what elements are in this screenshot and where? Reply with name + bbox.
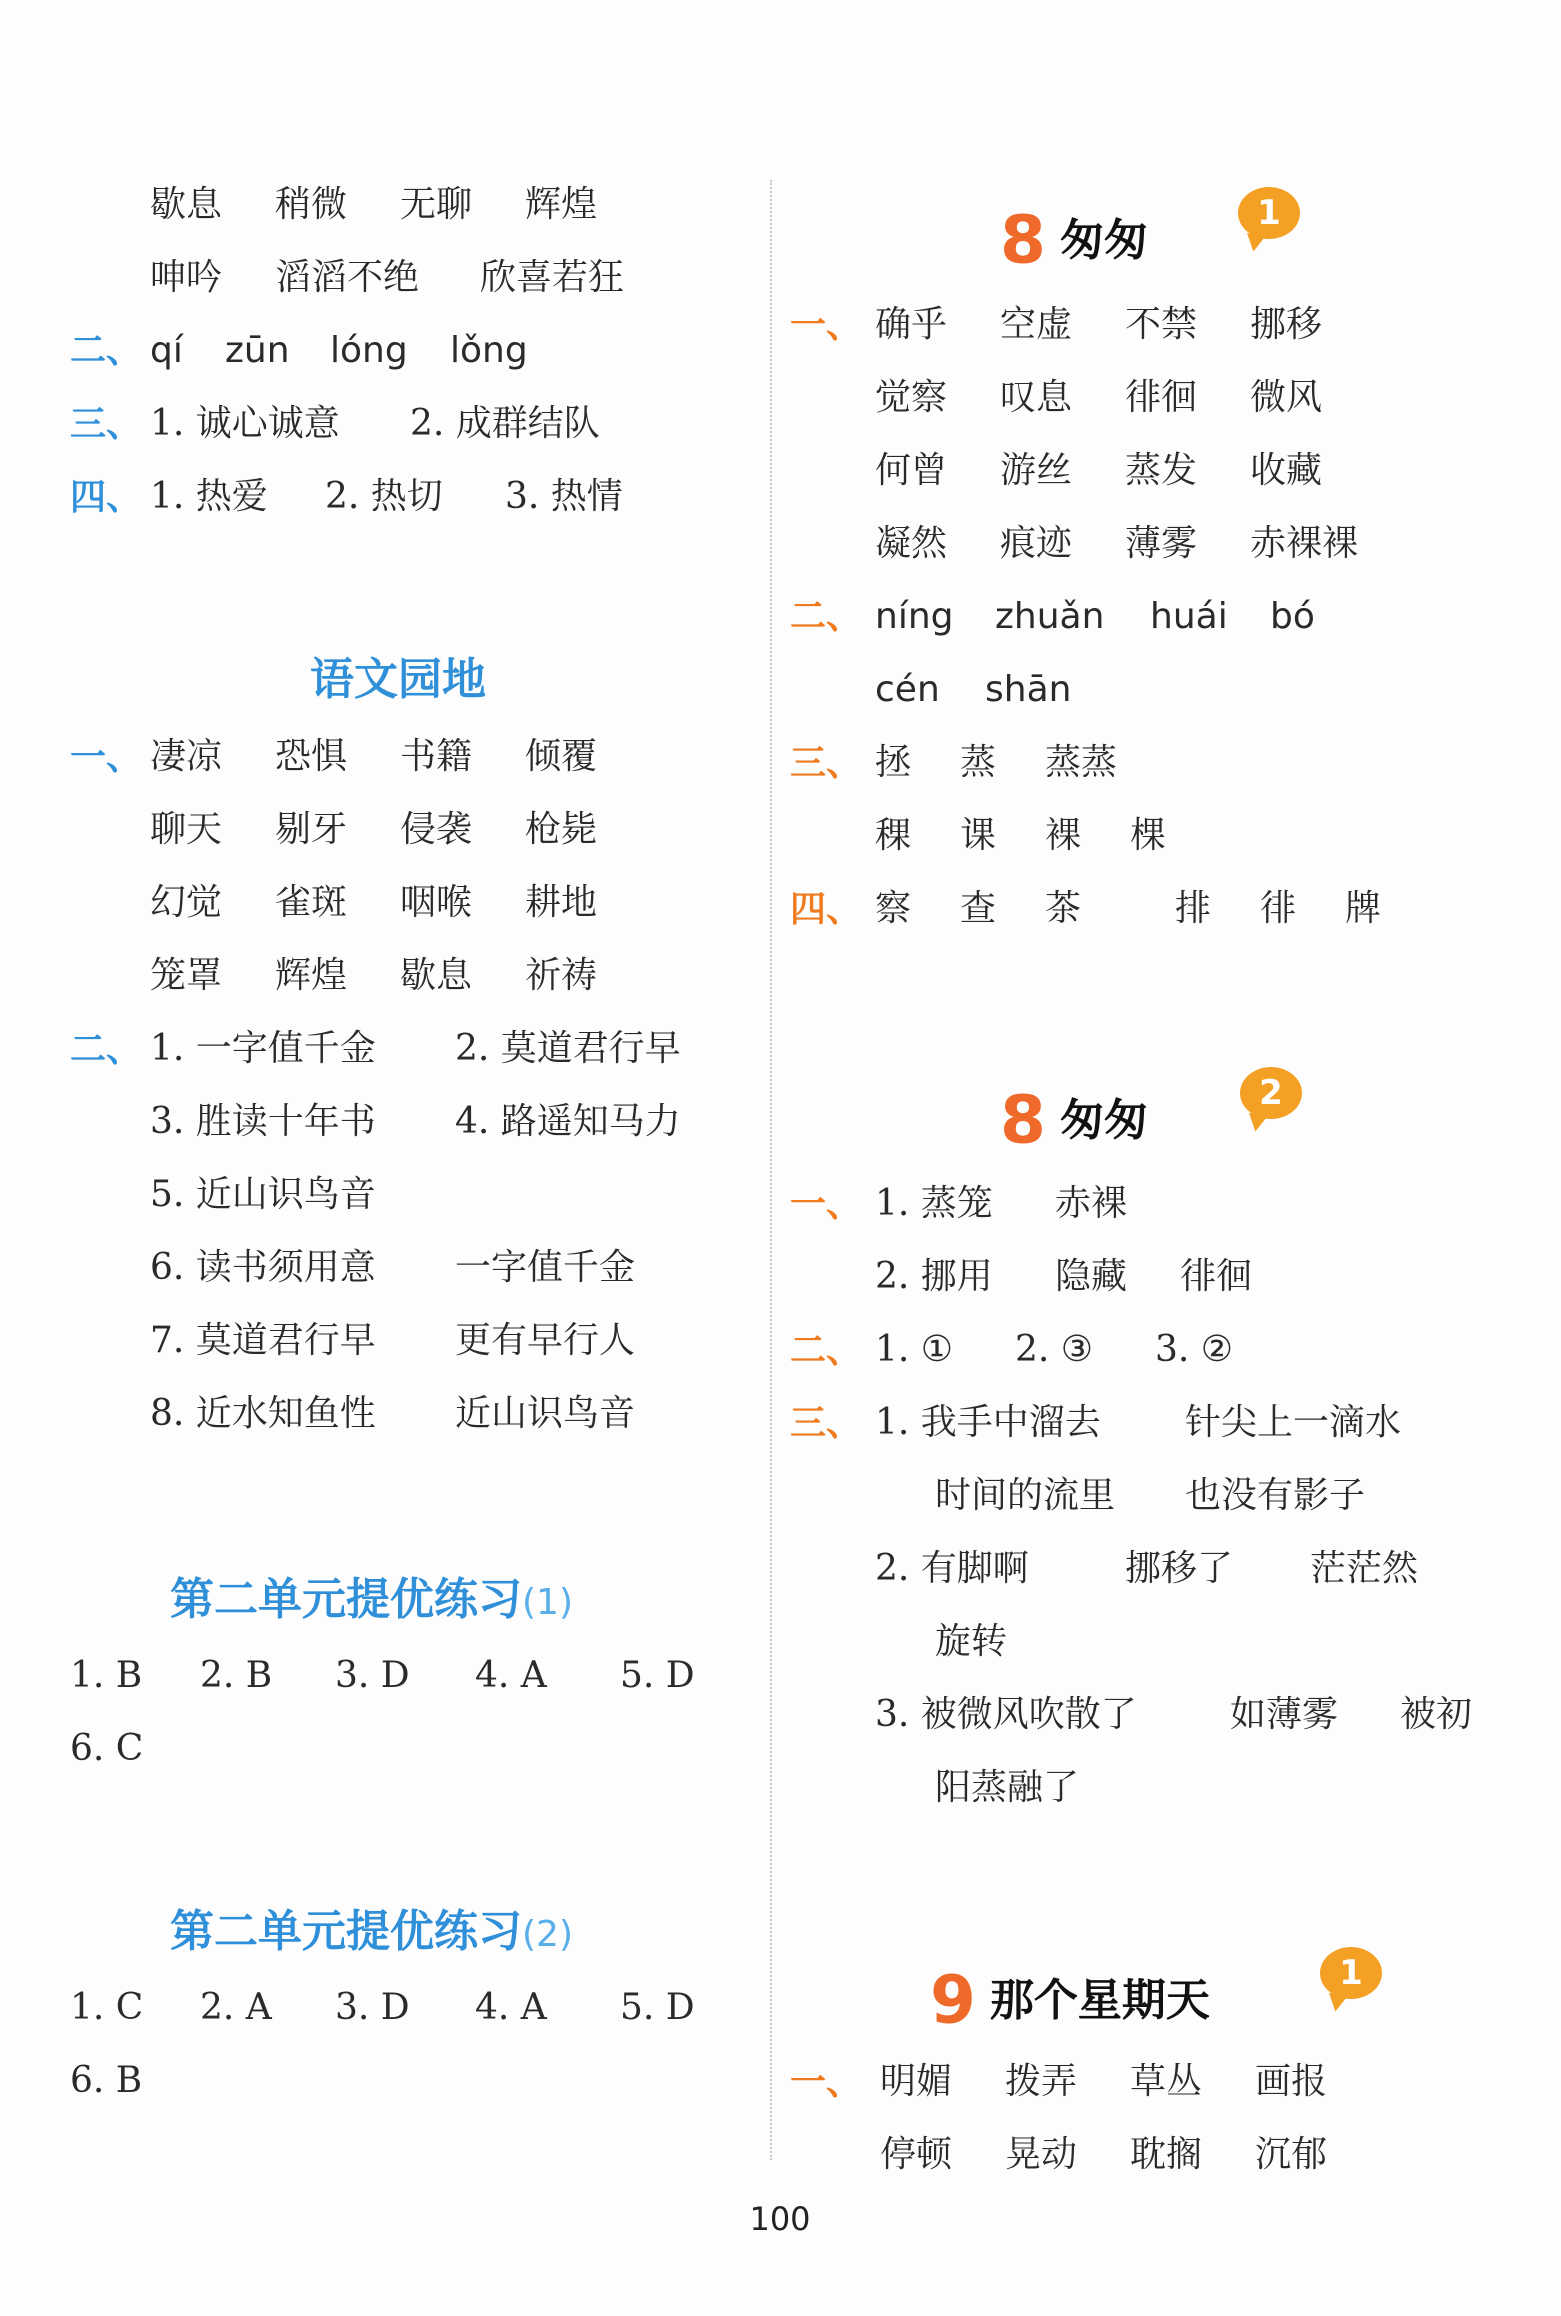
pinyin: huái xyxy=(1150,596,1228,637)
word: 幻觉 xyxy=(150,882,223,923)
lesson-number: 8 xyxy=(1000,1081,1046,1159)
pinyin: níng xyxy=(875,596,954,637)
section-title-suffix: (1) xyxy=(522,1582,573,1623)
answer: 1. 诚心诚意 xyxy=(150,403,340,444)
answer: 1. 蒸笼 xyxy=(875,1183,993,1224)
word: 收藏 xyxy=(1250,450,1323,491)
answer: 6. 读书须用意 xyxy=(150,1247,376,1288)
pinyin: lǒng xyxy=(450,330,528,371)
answer: 5. 近山识鸟音 xyxy=(150,1174,376,1215)
word: 确乎 xyxy=(875,304,948,345)
pinyin: bó xyxy=(1270,596,1315,637)
pinyin: cén xyxy=(875,669,940,710)
answer: 2. ③ xyxy=(1015,1329,1094,1370)
question-marker: 一、 xyxy=(790,1183,863,1225)
answer: 赤裸 xyxy=(1055,1183,1128,1224)
word: 何曾 xyxy=(875,450,948,491)
section-title-text: 第二单元提优练习 xyxy=(170,1906,522,1957)
answer: 4. 路遥知马力 xyxy=(455,1101,681,1142)
word: 侵袭 xyxy=(400,809,473,850)
char: 课 xyxy=(960,815,997,856)
word: 书籍 xyxy=(400,736,473,777)
word: 耽搁 xyxy=(1130,2134,1203,2175)
answer: 3. 胜读十年书 xyxy=(150,1101,376,1142)
exercise-badge: 1 xyxy=(1238,187,1300,239)
choice: 3. D xyxy=(335,1655,410,1696)
lesson-number: 9 xyxy=(930,1961,976,2039)
choice: 1. C xyxy=(70,1987,144,2028)
question-marker: 二、 xyxy=(790,1329,863,1371)
answer: 1. ① xyxy=(875,1329,954,1370)
answer: 旋转 xyxy=(935,1621,1008,1662)
lesson-heading xyxy=(1000,195,1148,285)
char: 拯 xyxy=(875,742,912,783)
question-marker: 一、 xyxy=(70,736,143,778)
char: 裸 xyxy=(1045,815,1082,856)
char: 蒸 xyxy=(960,742,997,783)
answer: 近山识鸟音 xyxy=(455,1393,636,1434)
answer: 3. 热情 xyxy=(505,476,623,517)
choice: 4. A xyxy=(475,1987,547,2028)
word: 觉察 xyxy=(875,377,948,418)
exercise-badge: 1 xyxy=(1320,1947,1382,1999)
choice: 6. B xyxy=(70,2060,143,2101)
lesson-name: 匆匆 xyxy=(1059,214,1148,266)
choice: 2. B xyxy=(200,1655,273,1696)
word: 徘徊 xyxy=(1125,377,1198,418)
char: 牌 xyxy=(1345,888,1382,929)
char: 稞 xyxy=(875,815,912,856)
word: 滔滔不绝 xyxy=(275,257,420,298)
word: 枪毙 xyxy=(525,809,598,850)
word: 剔牙 xyxy=(275,809,348,850)
choice: 2. A xyxy=(200,1987,272,2028)
word: 凄凉 xyxy=(150,736,223,777)
char: 棵 xyxy=(1130,815,1167,856)
word: 雀斑 xyxy=(275,882,348,923)
word: 画报 xyxy=(1255,2061,1328,2102)
word: 歇息 xyxy=(150,184,223,225)
section-title-suffix: (2) xyxy=(522,1914,573,1955)
answer: 2. 挪用 xyxy=(875,1256,993,1297)
word: 游丝 xyxy=(1000,450,1073,491)
choice: 4. A xyxy=(475,1655,547,1696)
choice: 3. D xyxy=(335,1987,410,2028)
word: 晃动 xyxy=(1005,2134,1078,2175)
word: 笼罩 xyxy=(150,955,223,996)
lesson-number: 8 xyxy=(1000,201,1046,279)
word: 拨弄 xyxy=(1005,2061,1078,2102)
word: 停顿 xyxy=(880,2134,953,2175)
word: 辉煌 xyxy=(525,184,598,225)
word: 倾覆 xyxy=(525,736,598,777)
section-title xyxy=(170,1897,573,1967)
answer: 隐藏 xyxy=(1055,1256,1128,1297)
word: 草丛 xyxy=(1130,2061,1203,2102)
char: 茶 xyxy=(1045,888,1082,929)
answer: 也没有影子 xyxy=(1185,1475,1366,1516)
answer: 2. 热切 xyxy=(325,476,443,517)
answer: 2. 莫道君行早 xyxy=(455,1028,681,1069)
answer: 被初 xyxy=(1400,1694,1473,1735)
question-marker: 三、 xyxy=(790,1402,863,1444)
pinyin: zūn xyxy=(225,330,290,371)
answer: 时间的流里 xyxy=(935,1475,1116,1516)
lesson-heading xyxy=(1000,1075,1148,1165)
exercise-badge: 2 xyxy=(1240,1067,1302,1119)
answer: 3. ② xyxy=(1155,1329,1234,1370)
answer: 茫茫然 xyxy=(1310,1548,1419,1589)
answer: 挪移了 xyxy=(1125,1548,1234,1589)
lesson-name: 匆匆 xyxy=(1059,1094,1148,1146)
column-divider xyxy=(770,180,772,2160)
word: 呻吟 xyxy=(150,257,223,298)
char: 排 xyxy=(1175,888,1212,929)
word: 咽喉 xyxy=(400,882,473,923)
char: 察 xyxy=(875,888,912,929)
word: 明媚 xyxy=(880,2061,953,2102)
word: 欣喜若狂 xyxy=(480,257,625,298)
word: 赤裸裸 xyxy=(1250,523,1359,564)
word: 薄雾 xyxy=(1125,523,1198,564)
answer: 更有早行人 xyxy=(455,1320,636,1361)
question-marker: 三、 xyxy=(70,403,143,445)
word: 歇息 xyxy=(400,955,473,996)
question-marker: 四、 xyxy=(790,888,863,930)
question-marker: 四、 xyxy=(70,476,143,518)
choice: 1. B xyxy=(70,1655,143,1696)
pinyin: qí xyxy=(150,330,183,371)
answer: 针尖上一滴水 xyxy=(1185,1402,1402,1443)
word: 恐惧 xyxy=(275,736,348,777)
word: 挪移 xyxy=(1250,304,1323,345)
question-marker: 一、 xyxy=(790,304,863,346)
answer: 如薄雾 xyxy=(1230,1694,1339,1735)
answer: 2. 有脚啊 xyxy=(875,1548,1029,1589)
word: 空虚 xyxy=(1000,304,1073,345)
word: 不禁 xyxy=(1125,304,1198,345)
answer: 1. 热爱 xyxy=(150,476,268,517)
question-marker: 二、 xyxy=(70,330,143,371)
word: 凝然 xyxy=(875,523,948,564)
word: 沉郁 xyxy=(1255,2134,1328,2175)
word: 叹息 xyxy=(1000,377,1073,418)
word: 蒸发 xyxy=(1125,450,1198,491)
section-title: 语文园地 xyxy=(310,654,486,705)
answer: 3. 被微风吹散了 xyxy=(875,1694,1137,1735)
char: 蒸蒸 xyxy=(1045,742,1118,783)
answer: 一字值千金 xyxy=(455,1247,636,1288)
answer: 8. 近水知鱼性 xyxy=(150,1393,376,1434)
lesson-heading xyxy=(930,1955,1210,2045)
word: 稍微 xyxy=(275,184,348,225)
pinyin: lóng xyxy=(330,330,408,371)
pinyin: shān xyxy=(985,669,1072,710)
answer: 2. 成群结队 xyxy=(410,403,600,444)
pinyin: zhuǎn xyxy=(995,596,1105,637)
answer: 7. 莫道君行早 xyxy=(150,1320,376,1361)
answer: 阳蒸融了 xyxy=(935,1767,1080,1808)
answer: 徘徊 xyxy=(1180,1256,1253,1297)
question-marker: 一、 xyxy=(790,2061,863,2103)
word: 痕迹 xyxy=(1000,523,1073,564)
choice: 5. D xyxy=(620,1655,695,1696)
page-number: 100 xyxy=(749,2200,811,2238)
char: 查 xyxy=(960,888,997,929)
section-title-text: 第二单元提优练习 xyxy=(170,1574,522,1625)
char: 徘 xyxy=(1260,888,1297,929)
lesson-name: 那个星期天 xyxy=(989,1974,1210,2026)
question-marker: 二、 xyxy=(790,596,863,637)
word: 祈祷 xyxy=(525,955,598,996)
word: 耕地 xyxy=(525,882,598,923)
word: 无聊 xyxy=(400,184,473,225)
answer: 1. 一字值千金 xyxy=(150,1028,376,1069)
question-marker: 二、 xyxy=(70,1028,143,1070)
section-title xyxy=(170,1565,573,1635)
question-marker: 三、 xyxy=(790,742,863,784)
word: 微风 xyxy=(1250,377,1323,418)
word: 聊天 xyxy=(150,809,223,850)
choice: 6. C xyxy=(70,1728,144,1769)
answer: 1. 我手中溜去 xyxy=(875,1402,1101,1443)
word: 辉煌 xyxy=(275,955,348,996)
choice: 5. D xyxy=(620,1987,695,2028)
